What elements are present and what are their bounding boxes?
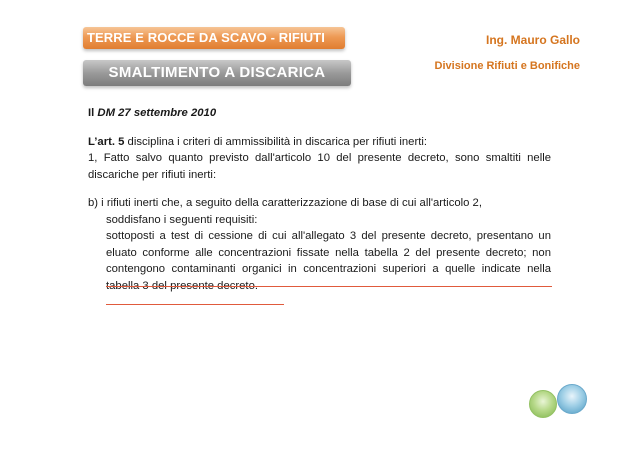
author-name: Ing. Mauro Gallo <box>485 33 580 47</box>
highlight-underline <box>106 286 552 287</box>
article-line <box>88 134 551 151</box>
item-b-requirements: sottoposti a test di cessione di cui all'allegato 3 del presente decreto, presentano un eluato conforme alle concentrazioni fissate nella tabella 2 del presente decreto; non contengono contaminanti organici in concentrazioni superiori a quelle indicate nella tabella 3 del presente decreto. <box>106 230 551 292</box>
decree-name: DM 27 settembre 2010 <box>97 107 217 119</box>
item-b-continuation: soddisfano i seguenti requisiti: <box>106 213 258 226</box>
green-leaf-logo-icon <box>529 390 557 418</box>
article-label: L’art. 5 <box>88 135 125 148</box>
item-b-first-line: b) i rifiuti inerti che, a seguito della caratterizzazione di base di cui all'articolo 2, <box>88 197 482 209</box>
decree-heading <box>88 105 551 122</box>
section-title-badge: TERRE E ROCCE DA SCAVO - RIFIUTI <box>83 27 345 49</box>
blue-water-logo-icon <box>557 384 587 414</box>
slide-body <box>88 105 551 294</box>
article-text: disciplina i criteri di ammissibilità in discarica per rifiuti inerti: <box>124 135 428 148</box>
division-name: Divisione Rifiuti e Bonifiche <box>434 60 580 72</box>
decree-prefix: Il <box>88 107 98 119</box>
highlight-underline-short <box>106 304 284 305</box>
paragraph-1: 1, Fatto salvo quanto previsto dall'articolo 10 del presente decreto, sono smaltiti nelle discariche per rifiuti inerti: <box>88 152 551 181</box>
section-subtitle-badge: SMALTIMENTO A DISCARICA <box>83 60 351 86</box>
